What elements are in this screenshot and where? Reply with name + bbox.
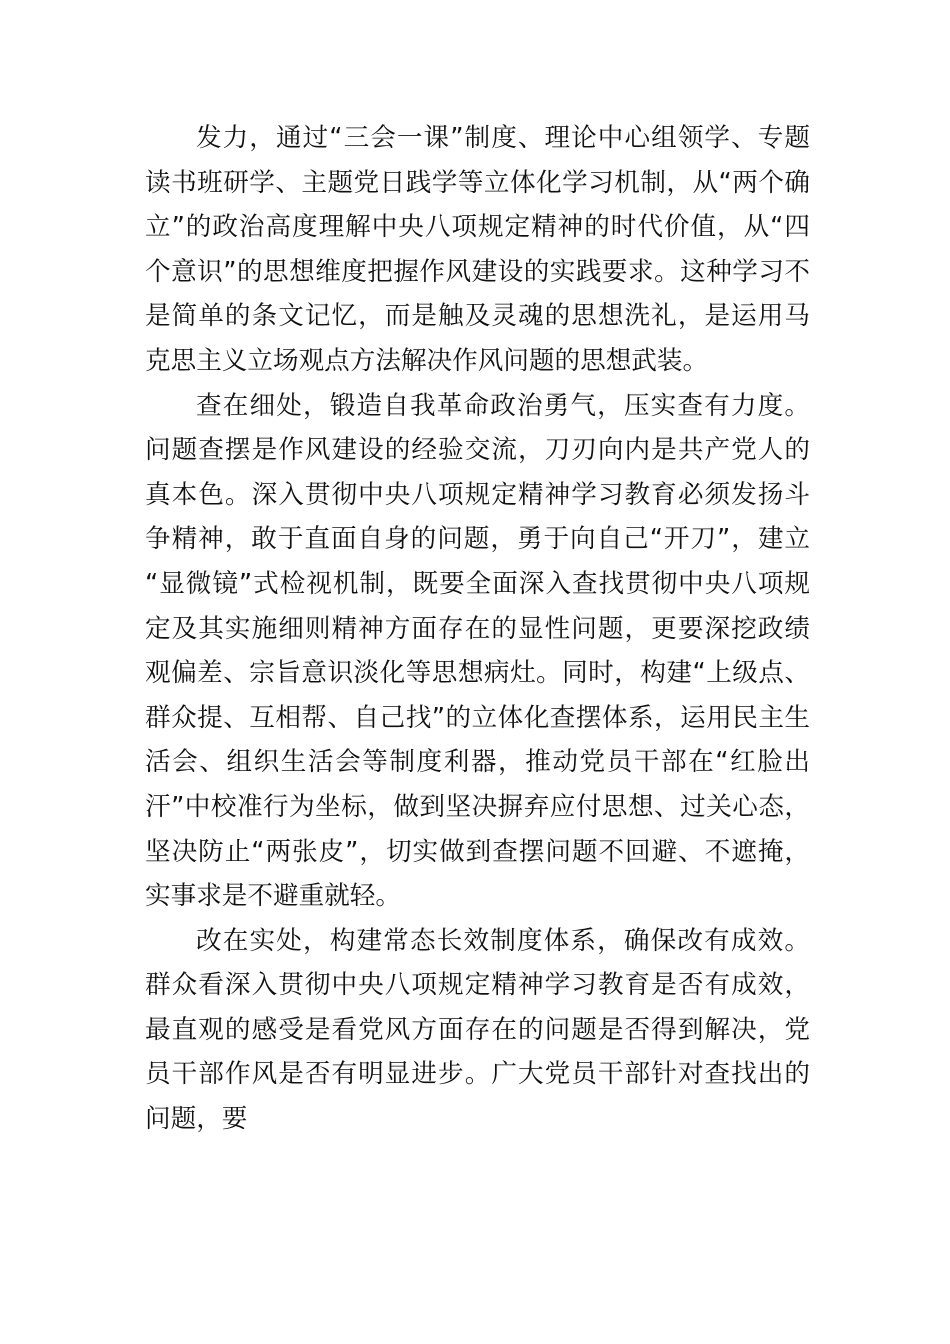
- text-line: 问题，要: [145, 1104, 248, 1135]
- text-line: 实事求是不避重就轻。: [145, 881, 401, 912]
- text-line: 查在细处，锻造自我革命政治勇气，压实查有力度。: [196, 390, 810, 421]
- text-line: 坚决防止“两张皮”，切实做到查摆问题不回避、不遮掩，: [145, 836, 810, 867]
- text-line: 立”的政治高度理解中央八项规定精神的时代价值，从“四: [145, 212, 810, 243]
- text-line: 真本色。深入贯彻中央八项规定精神学习教育必须发扬斗: [145, 479, 810, 510]
- paragraph-rectify: [145, 919, 810, 1142]
- text-line: 观偏差、宗旨意识淡化等思想病灶。同时，构建“上级点、: [145, 658, 810, 689]
- text-line: 个意识”的思想维度把握作风建设的实践要求。这种学习不: [145, 256, 810, 287]
- text-line: “显微镜”式检视机制，既要全面深入查找贯彻中央八项规: [145, 568, 810, 599]
- text-line: 争精神，敢于直面自身的问题，勇于向自己“开刀”，建立: [145, 524, 810, 555]
- text-line: 员干部作风是否有明显进步。广大党员干部针对查找出的: [145, 1059, 810, 1090]
- text-line: 群众看深入贯彻中央八项规定精神学习教育是否有成效，: [145, 970, 810, 1001]
- document-body: [145, 116, 810, 1142]
- paragraph-study: [145, 116, 810, 384]
- text-line: 活会、组织生活会等制度利器，推动党员干部在“红脸出: [145, 747, 810, 778]
- text-line: 是简单的条文记忆，而是触及灵魂的思想洗礼，是运用马: [145, 301, 810, 332]
- text-line: 发力，通过“三会一课”制度、理论中心组领学、专题: [196, 123, 810, 153]
- text-line: 最直观的感受是看党风方面存在的问题是否得到解决，党: [145, 1014, 810, 1045]
- text-line: 问题查摆是作风建设的经验交流，刀刃向内是共产党人的: [145, 435, 810, 466]
- text-line: 群众提、互相帮、自己找”的立体化查摆体系，运用民主生: [145, 702, 810, 733]
- text-line: 读书班研学、主题党日践学等立体化学习机制，从“两个确: [145, 167, 810, 198]
- paragraph-inspect: [145, 384, 810, 919]
- text-line: 汗”中校准行为坐标，做到坚决摒弃应付思想、过关心态，: [145, 791, 810, 822]
- text-line: 定及其实施细则精神方面存在的显性问题，更要深挖政绩: [145, 613, 810, 644]
- text-line: 克思主义立场观点方法解决作风问题的思想武装。: [145, 345, 709, 376]
- text-line: 改在实处，构建常态长效制度体系，确保改有成效。: [196, 925, 810, 956]
